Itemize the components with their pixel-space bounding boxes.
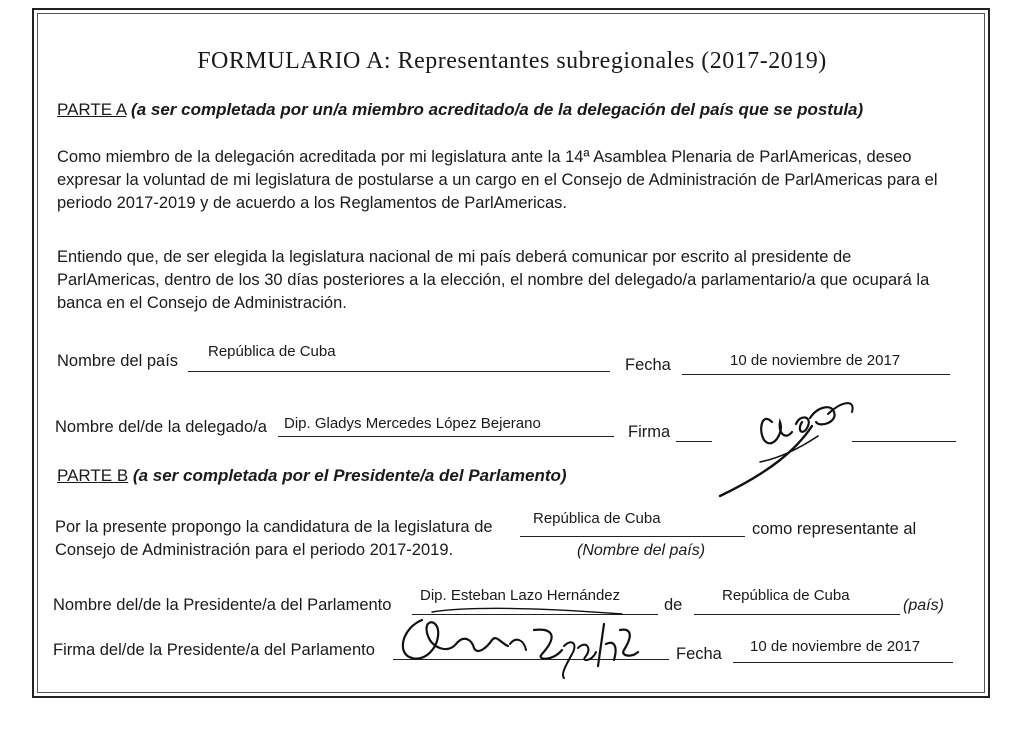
candidature-country-field[interactable]: República de Cuba bbox=[533, 510, 661, 527]
parte-b-line2: Consejo de Administración para el periodo 2017-2019. bbox=[55, 541, 454, 559]
president-label: Nombre del/de la Presidente/a del Parlamento bbox=[53, 596, 392, 614]
delegate-field-line[interactable] bbox=[278, 436, 614, 437]
parte-b-header bbox=[57, 466, 567, 486]
date-label-a: Fecha bbox=[625, 356, 671, 374]
country-field[interactable]: República de Cuba bbox=[208, 343, 336, 360]
parte-b-line1-prefix: Por la presente propongo la candidatura de la legislatura de bbox=[55, 518, 493, 536]
parte-b-heading: PARTE B bbox=[57, 466, 129, 485]
form-title: FORMULARIO A: Representantes subregionales (2017-2019) bbox=[197, 48, 827, 74]
president-country-field[interactable]: República de Cuba bbox=[722, 587, 850, 604]
paragraph-line: periodo 2017-2019 y de acuerdo a los Reglamentos de ParlAmericas. bbox=[57, 194, 567, 212]
date-field-line-a[interactable] bbox=[682, 374, 950, 375]
parte-a-heading: PARTE A bbox=[57, 100, 127, 119]
parte-a-paragraph-1 bbox=[57, 146, 969, 215]
parte-b-line1-suffix: como representante al bbox=[752, 520, 917, 538]
country-label: Nombre del país bbox=[57, 352, 179, 370]
parte-a-paragraph-2 bbox=[57, 246, 969, 315]
delegate-signature bbox=[700, 392, 870, 502]
country-hint: (Nombre del país) bbox=[577, 542, 706, 559]
signature-label-a: Firma bbox=[628, 423, 671, 441]
candidature-country-line[interactable] bbox=[520, 536, 745, 537]
president-field[interactable]: Dip. Esteban Lazo Hernández bbox=[420, 587, 621, 604]
parte-a-header bbox=[57, 100, 863, 120]
president-signature-label: Firma del/de la Presidente/a del Parlamento bbox=[53, 641, 375, 659]
pais-label: (país) bbox=[903, 597, 944, 614]
date-field-b[interactable]: 10 de noviembre de 2017 bbox=[750, 638, 921, 655]
president-country-line[interactable] bbox=[694, 614, 900, 615]
president-signature bbox=[392, 600, 652, 680]
parte-b-subheading: (a ser completada por el Presidente/a del Parlamento) bbox=[132, 466, 567, 485]
paragraph-line: banca en el Consejo de Administración. bbox=[57, 294, 347, 312]
date-label-b: Fecha bbox=[676, 645, 722, 663]
date-field-a[interactable]: 10 de noviembre de 2017 bbox=[730, 352, 901, 369]
paragraph-line: Como miembro de la delegación acreditada por mi legislatura ante la 14ª Asamblea Plenaria de ParlAmericas, deseo bbox=[57, 148, 912, 166]
paragraph-line: expresar la voluntad de mi legislatura de postularse a un cargo en el Consejo de Administración de ParlAmericas para el bbox=[57, 171, 938, 189]
de-label: de bbox=[664, 596, 683, 614]
delegate-label: Nombre del/de la delegado/a bbox=[55, 418, 267, 436]
paragraph-line: ParlAmericas, dentro de los 30 días posteriores a la elección, el nombre del delegado/a parlamentario/a que ocupará la bbox=[57, 271, 930, 289]
paragraph-line: Entiendo que, de ser elegida la legislatura nacional de mi país deberá comunicar por escrito al presidente de bbox=[57, 248, 852, 266]
country-field-line[interactable] bbox=[188, 371, 610, 372]
parte-a-subheading: (a ser completada por un/a miembro acreditado/a de la delegación del país que se postula) bbox=[131, 100, 864, 119]
delegate-field[interactable]: Dip. Gladys Mercedes López Bejerano bbox=[284, 415, 541, 432]
date-field-line-b[interactable] bbox=[733, 662, 953, 663]
